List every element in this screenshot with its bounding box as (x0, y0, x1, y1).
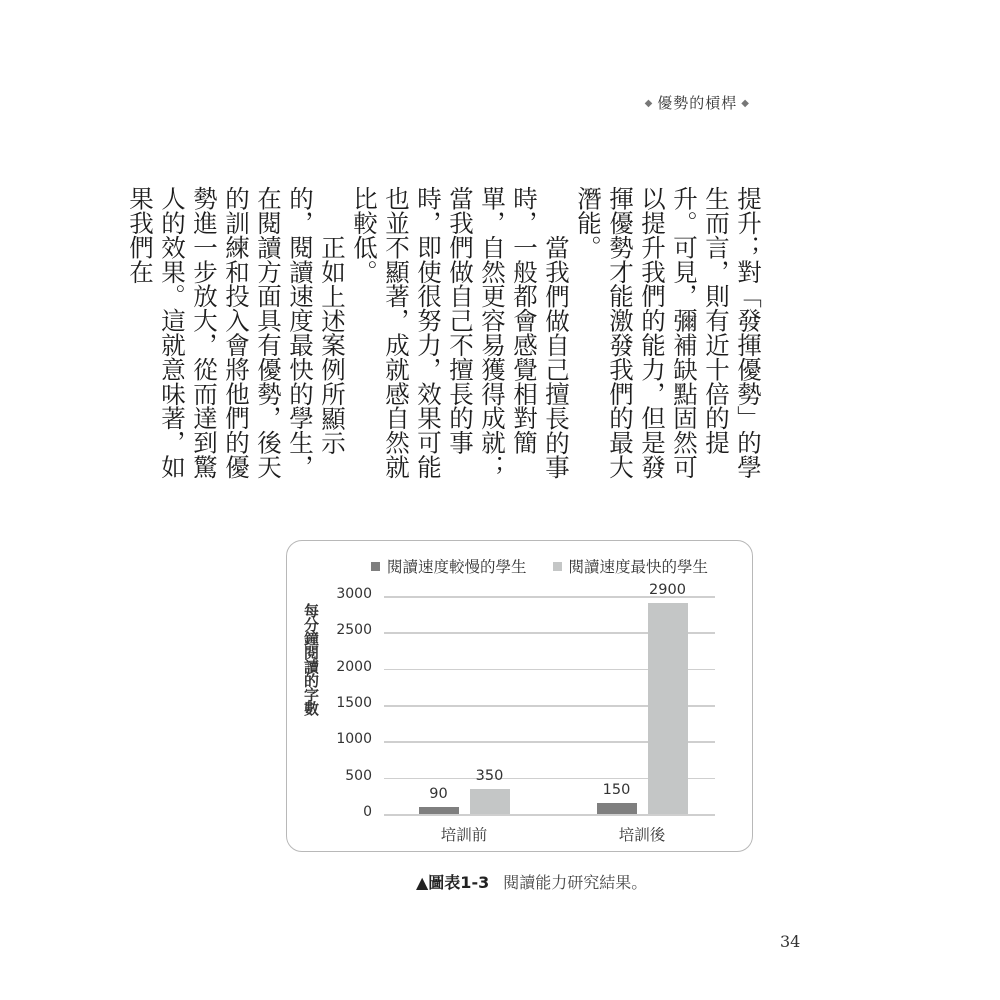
paragraph: 提升；對「發揮優勢」的學生而言，則有近十倍的提升。可見，彌補缺點固然可以提升我們的能力，但是發揮優勢才能激發我們的最大潛能。 (574, 186, 763, 479)
running-head-title: 優勢的槓桿 (657, 94, 738, 112)
bar-slow (419, 807, 459, 814)
y-tick-label: 2000 (336, 658, 372, 675)
paragraph: 正如上述案例所顯示的，閱讀速度最快的學生，在閱讀方面具有優勢，後天的訓練和投入會將他們的優勢進一步放大，從而達到驚人的效果。這就意味著，如果我們在 (126, 186, 347, 479)
diamond-ornament-icon: ◆ (741, 98, 750, 109)
diamond-ornament-icon: ◆ (644, 98, 654, 109)
bar-chart (286, 540, 753, 852)
caption-text: 閱讀能力研究結果。 (503, 873, 648, 892)
y-tick-label: 3000 (336, 586, 372, 602)
data-label: 150 (602, 782, 631, 799)
running-head (641, 92, 754, 113)
bar-fast (648, 603, 688, 814)
y-tick-label: 1500 (336, 695, 372, 711)
data-label: 90 (429, 786, 448, 803)
bar-fast (470, 789, 510, 814)
figure-caption (416, 870, 647, 893)
page-number: 34 (780, 932, 801, 951)
legend-label: 閱讀速度最快的學生 (568, 558, 709, 576)
x-category-label: 培訓前 (440, 826, 488, 844)
figure-label: ▲圖表1-3 (416, 873, 490, 892)
x-category-label: 培訓後 (618, 826, 666, 844)
paragraph: 當我們做自己擅長的事時，一般都會感覺相對簡單，自然更容易獲得成就；當我們做自己不擅長的事時，即使很努力，效果可能也並不顯著，成就感自然就比較低。 (350, 186, 571, 480)
plot-area (287, 541, 752, 851)
y-tick-label: 500 (345, 767, 372, 784)
body-text (126, 186, 764, 496)
bar-slow (597, 803, 637, 814)
y-tick-label: 0 (363, 804, 372, 820)
data-label: 350 (475, 767, 504, 784)
y-tick-label: 2500 (336, 622, 372, 639)
legend-label: 閱讀速度較慢的學生 (387, 558, 527, 576)
y-tick-label: 1000 (336, 731, 372, 748)
data-label: 2900 (649, 582, 686, 599)
y-axis-label: 每分鐘閱讀的字數 (302, 603, 320, 715)
gridline (384, 814, 715, 816)
